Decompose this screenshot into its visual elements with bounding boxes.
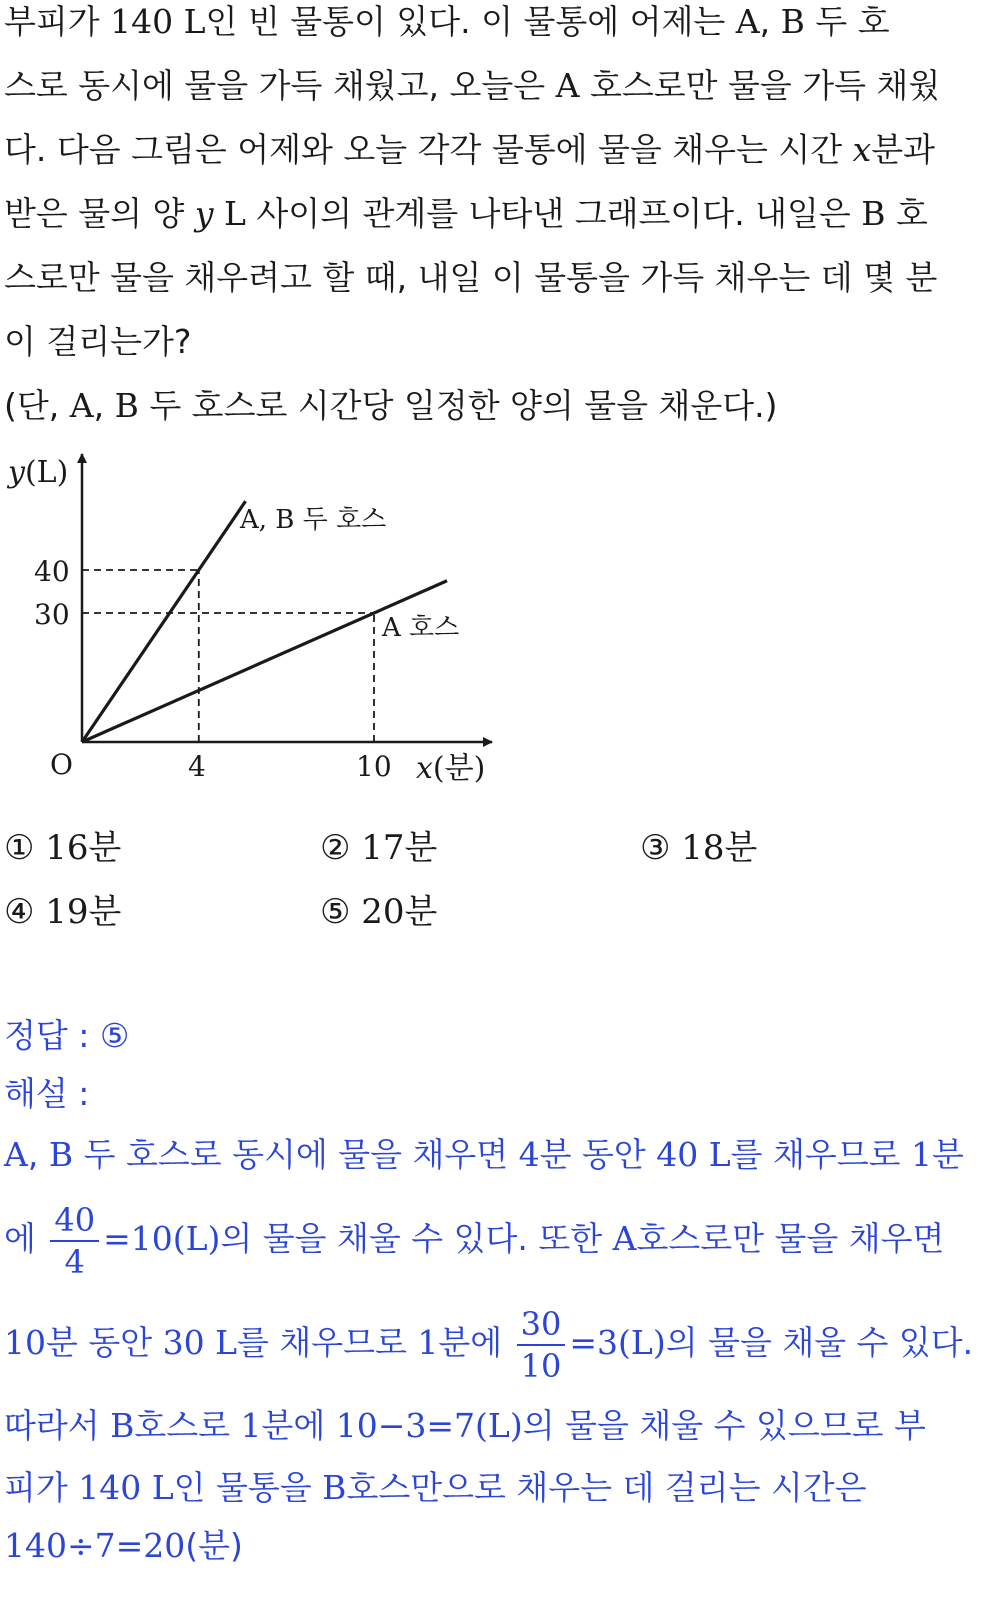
hose-a-label: A — [69, 386, 94, 425]
solution-text: 의 물을 채울 수 있다. 또한 — [220, 1219, 613, 1258]
problem-text: 호 — [885, 194, 928, 233]
choice-value: 19분 — [45, 892, 122, 932]
problem-condition — [4, 384, 778, 428]
solution-heading: 해설 : — [4, 1074, 90, 1113]
number: 30 — [162, 1323, 205, 1362]
problem-line-3 — [4, 128, 935, 172]
x-tick-label: 4 — [188, 750, 206, 783]
comma: , — [27, 1135, 49, 1174]
hose-b-label: B — [114, 386, 139, 425]
solution-text: 분에 — [261, 1406, 336, 1445]
variable-y: y — [194, 194, 214, 233]
hose-a-label: A — [612, 1219, 637, 1258]
number: 1 — [417, 1323, 439, 1362]
fraction-30-10 — [517, 1304, 566, 1386]
solution-line-5 — [4, 1466, 867, 1510]
number: 1 — [240, 1406, 262, 1445]
hose-a-label: A — [735, 2, 760, 41]
solution-line-6 — [4, 1524, 243, 1568]
denominator: 10 — [520, 1346, 562, 1385]
y-tick-label: 40 — [34, 555, 70, 588]
problem-text: 호스로만 물을 가득 채웠 — [579, 66, 941, 105]
choice-mark: ② — [320, 828, 351, 868]
answer-label: 정답 : — [4, 1016, 100, 1055]
series-label-a: A 호스 — [382, 613, 460, 643]
number: 1 — [911, 1135, 932, 1174]
equation: =10(L) — [103, 1219, 221, 1258]
y-axis-label: y(L) — [8, 455, 69, 490]
solution-text: 인 물통을 — [173, 1468, 323, 1507]
problem-text: 이 걸리는가? — [4, 322, 192, 361]
choice-1[interactable] — [4, 826, 121, 870]
unit-minute: (분) — [185, 1526, 243, 1565]
problem-text: 인 빈 물통이 있다. 이 물통에 어제는 — [205, 2, 736, 41]
hose-a-label: A — [4, 1135, 28, 1174]
variable-x: x — [852, 130, 872, 169]
problem-text: 두 호 — [804, 2, 890, 41]
origin-label: O — [50, 748, 73, 781]
solution-text: 분 — [932, 1135, 964, 1174]
fraction-40-4 — [50, 1200, 99, 1282]
numerator: 40 — [50, 1200, 99, 1242]
hose-b-label: B — [861, 194, 886, 233]
number: 40 — [656, 1135, 699, 1174]
choice-mark: ⑤ — [320, 892, 351, 932]
problem-text: 분과 — [871, 130, 935, 169]
answer-line — [4, 1014, 129, 1058]
solution-line-4 — [4, 1404, 926, 1448]
choice-mark: ③ — [640, 828, 671, 868]
unit-liter: L — [215, 1323, 238, 1362]
solution-text: 호스로 — [134, 1406, 241, 1445]
hose-b-label: B — [48, 1135, 74, 1174]
choice-value: 17분 — [361, 828, 438, 868]
x-tick-label: 10 — [356, 750, 392, 783]
number: 4 — [518, 1135, 540, 1174]
solution-text: 호스만으로 채우는 데 걸리는 시간은 — [346, 1468, 867, 1507]
choice-mark: ④ — [4, 892, 35, 932]
problem-text: (단, — [4, 386, 70, 425]
problem-line-6 — [4, 320, 191, 364]
solution-text: 피가 — [4, 1468, 79, 1507]
choice-mark: ① — [4, 828, 35, 868]
solution-text: 의 물을 채울 수 있으므로 부 — [522, 1406, 926, 1445]
choice-4[interactable] — [4, 890, 121, 934]
equation: =3(L) — [569, 1323, 666, 1362]
problem-text: 두 호스로 시간당 일정한 양의 물을 채운다.) — [138, 386, 778, 425]
problem-line-5 — [4, 256, 937, 300]
solution-text: 두 호스로 동시에 물을 채우면 — [73, 1135, 519, 1174]
choice-5[interactable] — [320, 890, 437, 934]
series-label-ab: A, B 두 호스 — [240, 505, 387, 535]
solution-text: 에 — [4, 1219, 47, 1258]
x-axis-label: x(분) — [416, 751, 486, 786]
choice-value: 20분 — [361, 892, 438, 932]
volume-value: 140 — [110, 2, 174, 41]
problem-text: 스로만 물을 채우려고 할 때, 내일 이 물통을 가득 채우는 데 몇 분 — [4, 258, 938, 297]
solution-line-3 — [4, 1298, 973, 1388]
solution-text: 분에 — [438, 1323, 513, 1362]
line-graph — [0, 448, 520, 808]
unit-liter: L — [183, 2, 206, 41]
hose-a-label: A — [555, 66, 580, 105]
problem-line-1 — [4, 0, 890, 44]
solution-text: 따라서 — [4, 1406, 111, 1445]
choice-value: 16분 — [45, 828, 122, 868]
number: 10 — [4, 1323, 46, 1362]
solution-label — [4, 1072, 89, 1116]
problem-line-4 — [4, 192, 928, 236]
problem-text: 받은 물의 양 — [4, 194, 195, 233]
solution-text: 분 동안 — [539, 1135, 657, 1174]
solution-text: 의 물을 채울 수 있다. — [665, 1323, 974, 1362]
solution-line-1 — [4, 1133, 964, 1177]
choice-value: 18분 — [681, 828, 758, 868]
solution-text: 를 채우므로 — [237, 1323, 418, 1362]
numerator: 30 — [517, 1304, 566, 1346]
hose-b-label: B — [322, 1468, 347, 1507]
choice-2[interactable] — [320, 826, 437, 870]
comma: , — [93, 386, 115, 425]
unit-liter: L — [224, 194, 246, 233]
solution-text: 를 채우므로 — [730, 1135, 911, 1174]
unit-liter: L — [151, 1468, 174, 1507]
solution-text: 분 동안 — [46, 1323, 163, 1362]
choice-3[interactable] — [640, 826, 757, 870]
answer-value: ⑤ — [99, 1016, 130, 1055]
comma: , — [759, 2, 781, 41]
problem-text: 스로 동시에 물을 가득 채웠고, 오늘은 — [4, 66, 556, 105]
unit-liter: L — [708, 1135, 731, 1174]
y-tick-label: 30 — [34, 598, 70, 631]
problem-text: 사이의 관계를 나타낸 그래프이다. 내일은 — [245, 194, 862, 233]
denominator: 4 — [64, 1242, 85, 1281]
problem-text: 다. 다음 그림은 어제와 오늘 각각 물통에 물을 채우는 시간 — [4, 130, 853, 169]
equation: 140÷7=20 — [4, 1526, 186, 1565]
problem-line-2 — [4, 64, 940, 108]
hose-b-label: B — [110, 1406, 135, 1445]
equation: 10−3=7(L) — [335, 1406, 523, 1445]
problem-text: 부피가 — [4, 2, 111, 41]
hose-b-label: B — [780, 2, 805, 41]
solution-text: 호스로만 물을 채우면 — [636, 1219, 945, 1258]
solution-line-2 — [4, 1194, 944, 1284]
number: 140 — [78, 1468, 142, 1507]
